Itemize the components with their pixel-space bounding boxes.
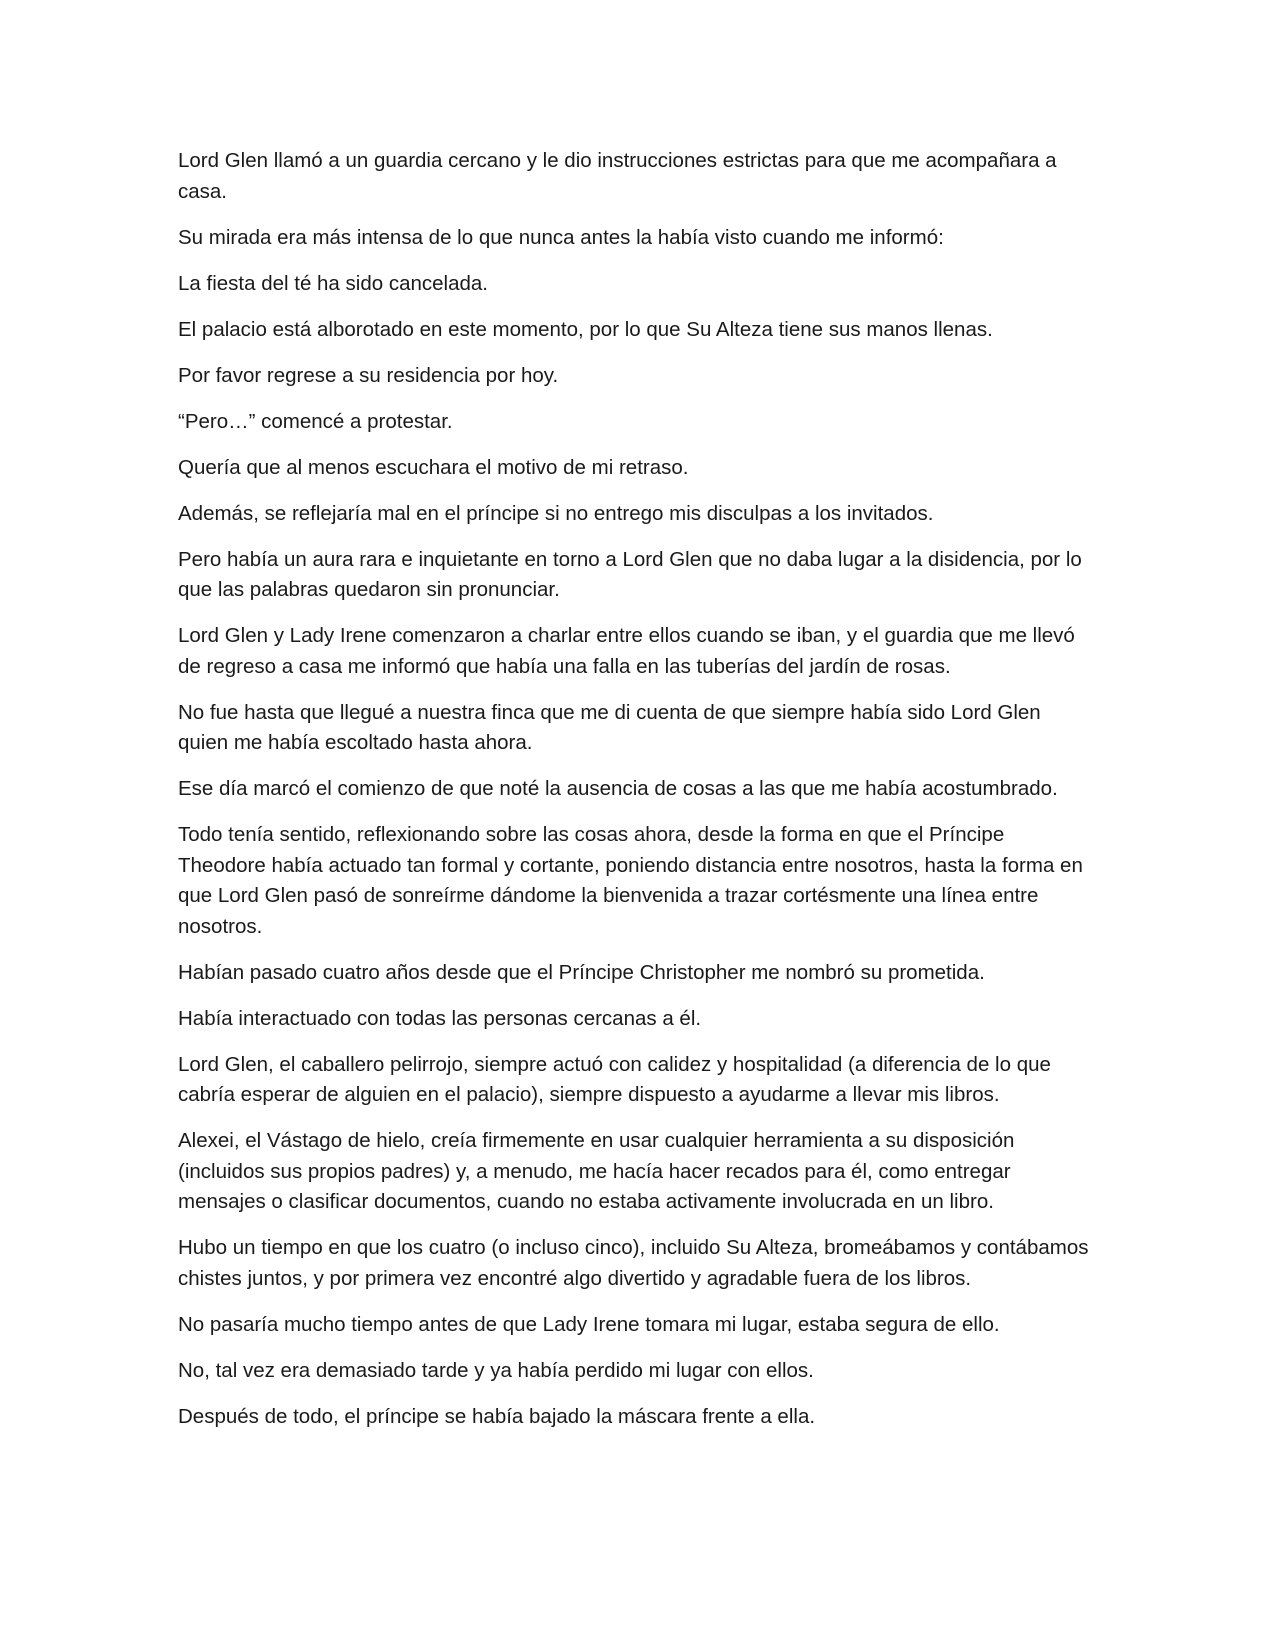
paragraph: Además, se reflejaría mal en el príncipe si no entrego mis disculpas a los invitados. — [178, 501, 934, 525]
paragraph: Lord Glen y Lady Irene comenzaron a charlar entre ellos cuando se iban, y el guardia que me llevó de regreso a casa me informó que había una falla en las tuberías del jardín de rosas. — [178, 624, 1075, 678]
paragraph: Pero había un aura rara e inquietante en torno a Lord Glen que no daba lugar a la disidencia, por lo que las palabras quedaron sin pronunciar. — [178, 547, 1082, 601]
paragraph: No, tal vez era demasiado tarde y ya había perdido mi lugar con ellos. — [178, 1358, 814, 1382]
paragraph: Después de todo, el príncipe se había bajado la máscara frente a ella. — [178, 1404, 816, 1428]
paragraph: Ese día marcó el comienzo de que noté la ausencia de cosas a las que me había acostumbrado. — [178, 777, 1058, 800]
paragraph: La fiesta del té ha sido cancelada. — [178, 271, 488, 295]
paragraph: Todo tenía sentido, reflexionando sobre las cosas ahora, desde la forma en que el Príncipe Theodore había actuado tan formal y cortante, poniendo distancia entre nosotros, hasta la forma en que Lord Glen pasó de sonreírme dándome la bienvenida a trazar cortésmente una línea entre nosotros. — [178, 823, 1083, 938]
paragraph: Hubo un tiempo en que los cuatro (o incluso cinco), incluido Su Alteza, bromeábamos y contábamos chistes juntos, y por primera vez encontré algo divertido y agradable fuera de los libros. — [178, 1236, 1089, 1290]
paragraph: No fue hasta que llegué a nuestra finca que me di cuenta de que siempre había sido Lord Glen quien me había escoltado hasta ahora. — [178, 700, 1041, 754]
paragraph: “Pero…” comencé a protestar. — [178, 409, 453, 433]
paragraph: Había interactuado con todas las personas cercanas a él. — [178, 1006, 702, 1030]
paragraph: Lord Glen, el caballero pelirrojo, siempre actuó con calidez y hospitalidad (a diferencia de lo que cabría esperar de alguien en el palacio), siempre dispuesto a ayudarme a llevar mis libros. — [178, 1052, 1051, 1106]
paragraph: El palacio está alborotado en este momento, por lo que Su Alteza tiene sus manos llenas. — [178, 317, 993, 341]
paragraph: Su mirada era más intensa de lo que nunca antes la había visto cuando me informó: — [178, 225, 944, 249]
paragraph: Habían pasado cuatro años desde que el Príncipe Christopher me nombró su prometida. — [178, 960, 985, 984]
paragraph: No pasaría mucho tiempo antes de que Lady Irene tomara mi lugar, estaba segura de ello. — [178, 1312, 1000, 1336]
document-body — [178, 146, 1090, 1448]
paragraph: Quería que al menos escuchara el motivo de mi retraso. — [178, 455, 689, 479]
paragraph: Por favor regrese a su residencia por hoy. — [178, 363, 559, 387]
paragraph: Alexei, el Vástago de hielo, creía firmemente en usar cualquier herramienta a su disposición (incluidos sus propios padres) y, a menudo, me hacía hacer recados para él, como entregar mensajes o clasificar documentos, cuando no estaba activamente involucrada en un libro. — [178, 1129, 1015, 1213]
paragraph: Lord Glen llamó a un guardia cercano y le dio instrucciones estrictas para que me acompañara a casa. — [178, 149, 1057, 203]
